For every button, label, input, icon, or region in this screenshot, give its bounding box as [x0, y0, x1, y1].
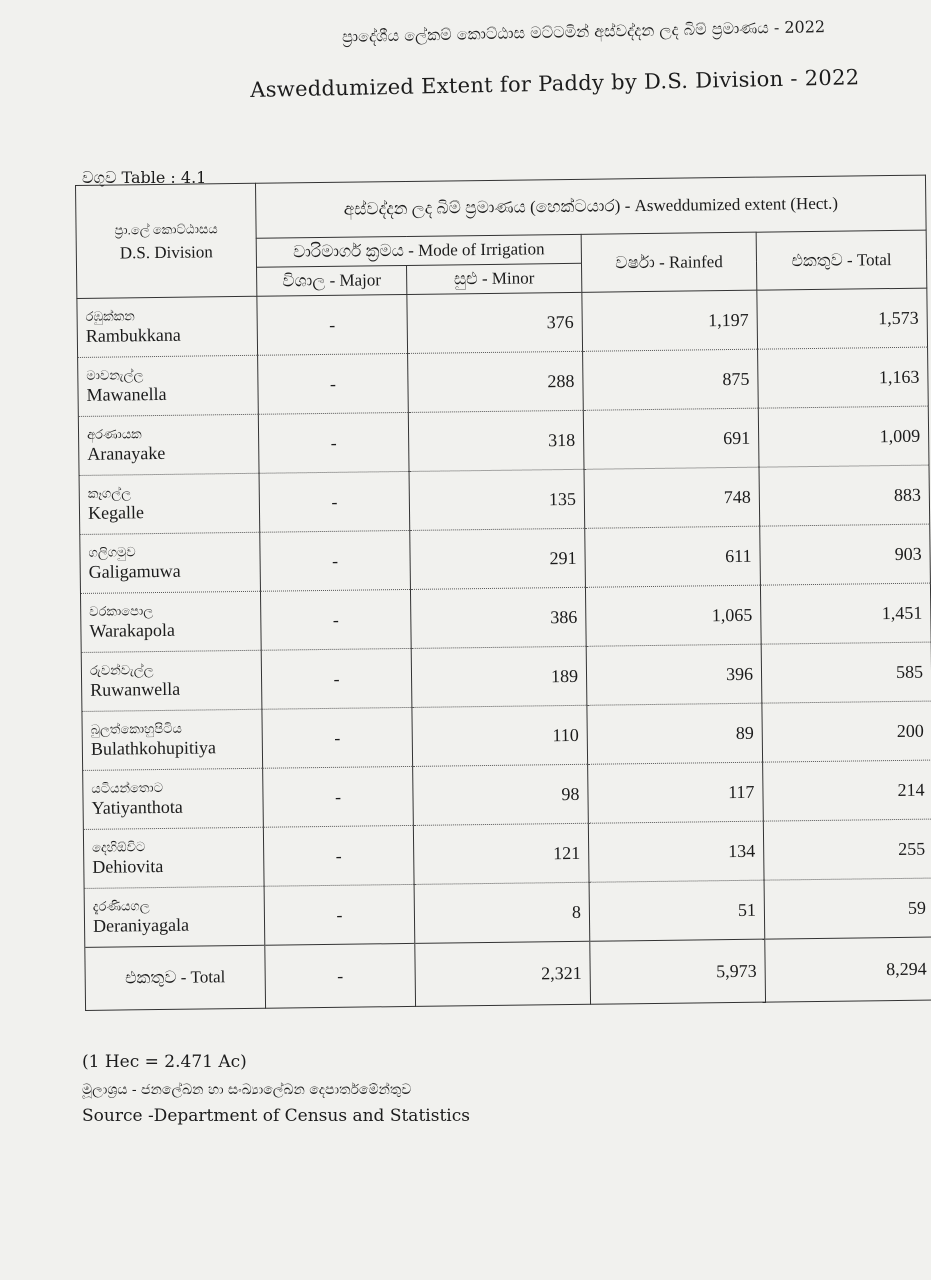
cell-rainfed: 875	[583, 349, 759, 410]
table-body	[77, 288, 931, 947]
cell-total: 1,451	[760, 583, 931, 644]
data-table	[75, 175, 931, 1011]
cell-total: 1,009	[758, 406, 929, 467]
cell-minor: 98	[413, 764, 589, 825]
header-total: එකතුව - Total	[756, 230, 927, 290]
table-row	[83, 819, 931, 888]
division-name	[78, 355, 259, 416]
division-name	[79, 473, 260, 534]
cell-minor: 121	[413, 823, 589, 884]
division-name	[80, 591, 261, 652]
division-name-sinhala: රඹුක්කන	[85, 307, 135, 324]
division-name-english: Dehiovita	[92, 855, 164, 877]
division-name	[82, 709, 263, 770]
division-name-english: Warakapola	[89, 619, 176, 641]
division-name	[77, 296, 258, 357]
page-title: Asweddumized Extent for Paddy by D.S. Division - 2022	[250, 65, 860, 102]
table-row	[78, 347, 929, 416]
table-row	[82, 701, 931, 770]
division-name-sinhala: දෙහිඕවිට	[91, 838, 146, 855]
table-row	[80, 524, 931, 593]
source-sinhala: මූලාශ්‍රය - ජනලේඛන හා සංඛ්‍යාලේඛන දෙපාර්තමේන්තුව	[82, 1082, 412, 1098]
cell-major: -	[257, 294, 408, 355]
cell-total: 59	[764, 878, 931, 939]
cell-rainfed: 611	[585, 526, 761, 587]
division-name	[84, 886, 265, 947]
total-major: -	[265, 943, 416, 1008]
cell-total: 214	[763, 760, 931, 821]
table-row	[81, 642, 931, 711]
table-row	[77, 288, 928, 357]
cell-total: 1,163	[758, 347, 929, 408]
cell-rainfed: 748	[584, 467, 760, 528]
cell-minor: 291	[410, 528, 586, 589]
table-row	[78, 406, 929, 475]
cell-total: 1,573	[757, 288, 928, 349]
division-name-sinhala: වරකාපොල	[89, 602, 154, 619]
cell-minor: 376	[407, 292, 583, 353]
division-name	[83, 827, 264, 888]
cell-major: -	[258, 412, 409, 473]
cell-minor: 110	[412, 705, 588, 766]
cell-rainfed: 396	[586, 644, 762, 705]
cell-major: -	[261, 648, 412, 709]
division-name-english: Aranayake	[87, 442, 166, 464]
division-name-english: Yatiyanthota	[91, 796, 183, 818]
division-name-sinhala: මාවනැල්ල	[86, 366, 144, 383]
total-minor: 2,321	[415, 941, 591, 1006]
cell-minor: 288	[408, 351, 584, 412]
total-rainfed: 5,973	[590, 939, 766, 1004]
cell-major: -	[258, 353, 409, 414]
cell-minor: 135	[409, 469, 585, 530]
division-name-english: Bulathkohupitiya	[90, 737, 217, 759]
header-rainfed: වර්ෂා - Rainfed	[581, 232, 757, 292]
data-table-container	[75, 175, 931, 1047]
cell-major: -	[263, 766, 414, 827]
division-name-english: Galigamuwa	[88, 560, 181, 582]
cell-minor: 386	[410, 587, 586, 648]
cell-rainfed: 89	[587, 703, 763, 764]
cell-major: -	[263, 825, 414, 886]
cell-rainfed: 691	[583, 408, 759, 469]
header-mode-of-irrigation: වාරිමාර්ග ක්‍රමය - Mode of Irrigation	[256, 234, 581, 267]
cell-minor: 189	[411, 646, 587, 707]
division-name-english: Rambukkana	[85, 324, 181, 346]
cell-total: 883	[759, 465, 930, 526]
cell-major: -	[260, 530, 411, 591]
division-name-sinhala: ගලිගමුව	[88, 543, 136, 560]
cell-rainfed: 134	[588, 821, 764, 882]
table-row	[84, 878, 931, 947]
cell-rainfed: 117	[588, 762, 764, 823]
cell-total: 200	[762, 701, 931, 762]
cell-minor: 8	[414, 882, 590, 943]
division-name	[78, 414, 259, 475]
division-name-sinhala: දැරණියගල	[92, 897, 150, 914]
source-english: Source -Department of Census and Statistics	[82, 1106, 470, 1126]
cell-major: -	[259, 471, 410, 532]
cell-minor: 318	[408, 410, 584, 471]
division-name-sinhala: යටියන්තොට	[91, 779, 164, 796]
cell-total: 903	[760, 524, 931, 585]
table-label: වගුව Table : 4.1	[82, 168, 207, 187]
total-label: එකතුව - Total	[85, 945, 266, 1010]
header-division-sinhala: ප්‍රා.ලේ කොට්ඨාසය	[114, 221, 218, 238]
cell-rainfed: 51	[589, 880, 765, 941]
table-total-row	[85, 937, 931, 1010]
division-name-english: Mawanella	[86, 383, 167, 405]
header-major: විශාල - Major	[257, 265, 407, 296]
page-title-sinhala: ප්‍රාදේශීය ලේකම් කොට්ඨාස මට්ටමින් අස්වද්දන ලද බිම් ප්‍රමාණය - 2022	[341, 17, 826, 47]
division-name-english: Ruwanwella	[90, 678, 181, 700]
header-minor: සුළු - Minor	[407, 263, 582, 294]
division-name-english: Deraniyagala	[92, 914, 190, 936]
division-name-english: Kegalle	[87, 502, 145, 523]
cell-rainfed: 1,065	[585, 585, 761, 646]
cell-major: -	[260, 589, 411, 650]
unit-note: (1 Hec = 2.471 Ac)	[82, 1052, 247, 1072]
table-row	[83, 760, 931, 829]
cell-major: -	[264, 884, 415, 945]
table-row	[79, 465, 930, 534]
division-name-sinhala: බුලත්කොහුපිටිය	[90, 720, 182, 737]
cell-major: -	[262, 707, 413, 768]
header-division-english: D.S. Division	[119, 242, 213, 263]
table-row	[80, 583, 931, 652]
cell-rainfed: 1,197	[582, 290, 758, 351]
division-name	[83, 768, 264, 829]
header-extent: අස්වද්දන ලද බිම් ප්‍රමාණය (හෙක්ටයාර) - Asweddumized extent (Hect.)	[255, 175, 926, 238]
total-total: 8,294	[765, 937, 931, 1002]
cell-total: 585	[761, 642, 931, 703]
division-name	[81, 650, 262, 711]
division-name-sinhala: රුවන්වැල්ල	[89, 661, 154, 678]
cell-total: 255	[763, 819, 931, 880]
header-division	[76, 183, 257, 298]
division-name	[80, 532, 261, 593]
division-name-sinhala: අරණායක	[86, 425, 142, 442]
division-name-sinhala: කෑගල්ල	[87, 484, 132, 501]
